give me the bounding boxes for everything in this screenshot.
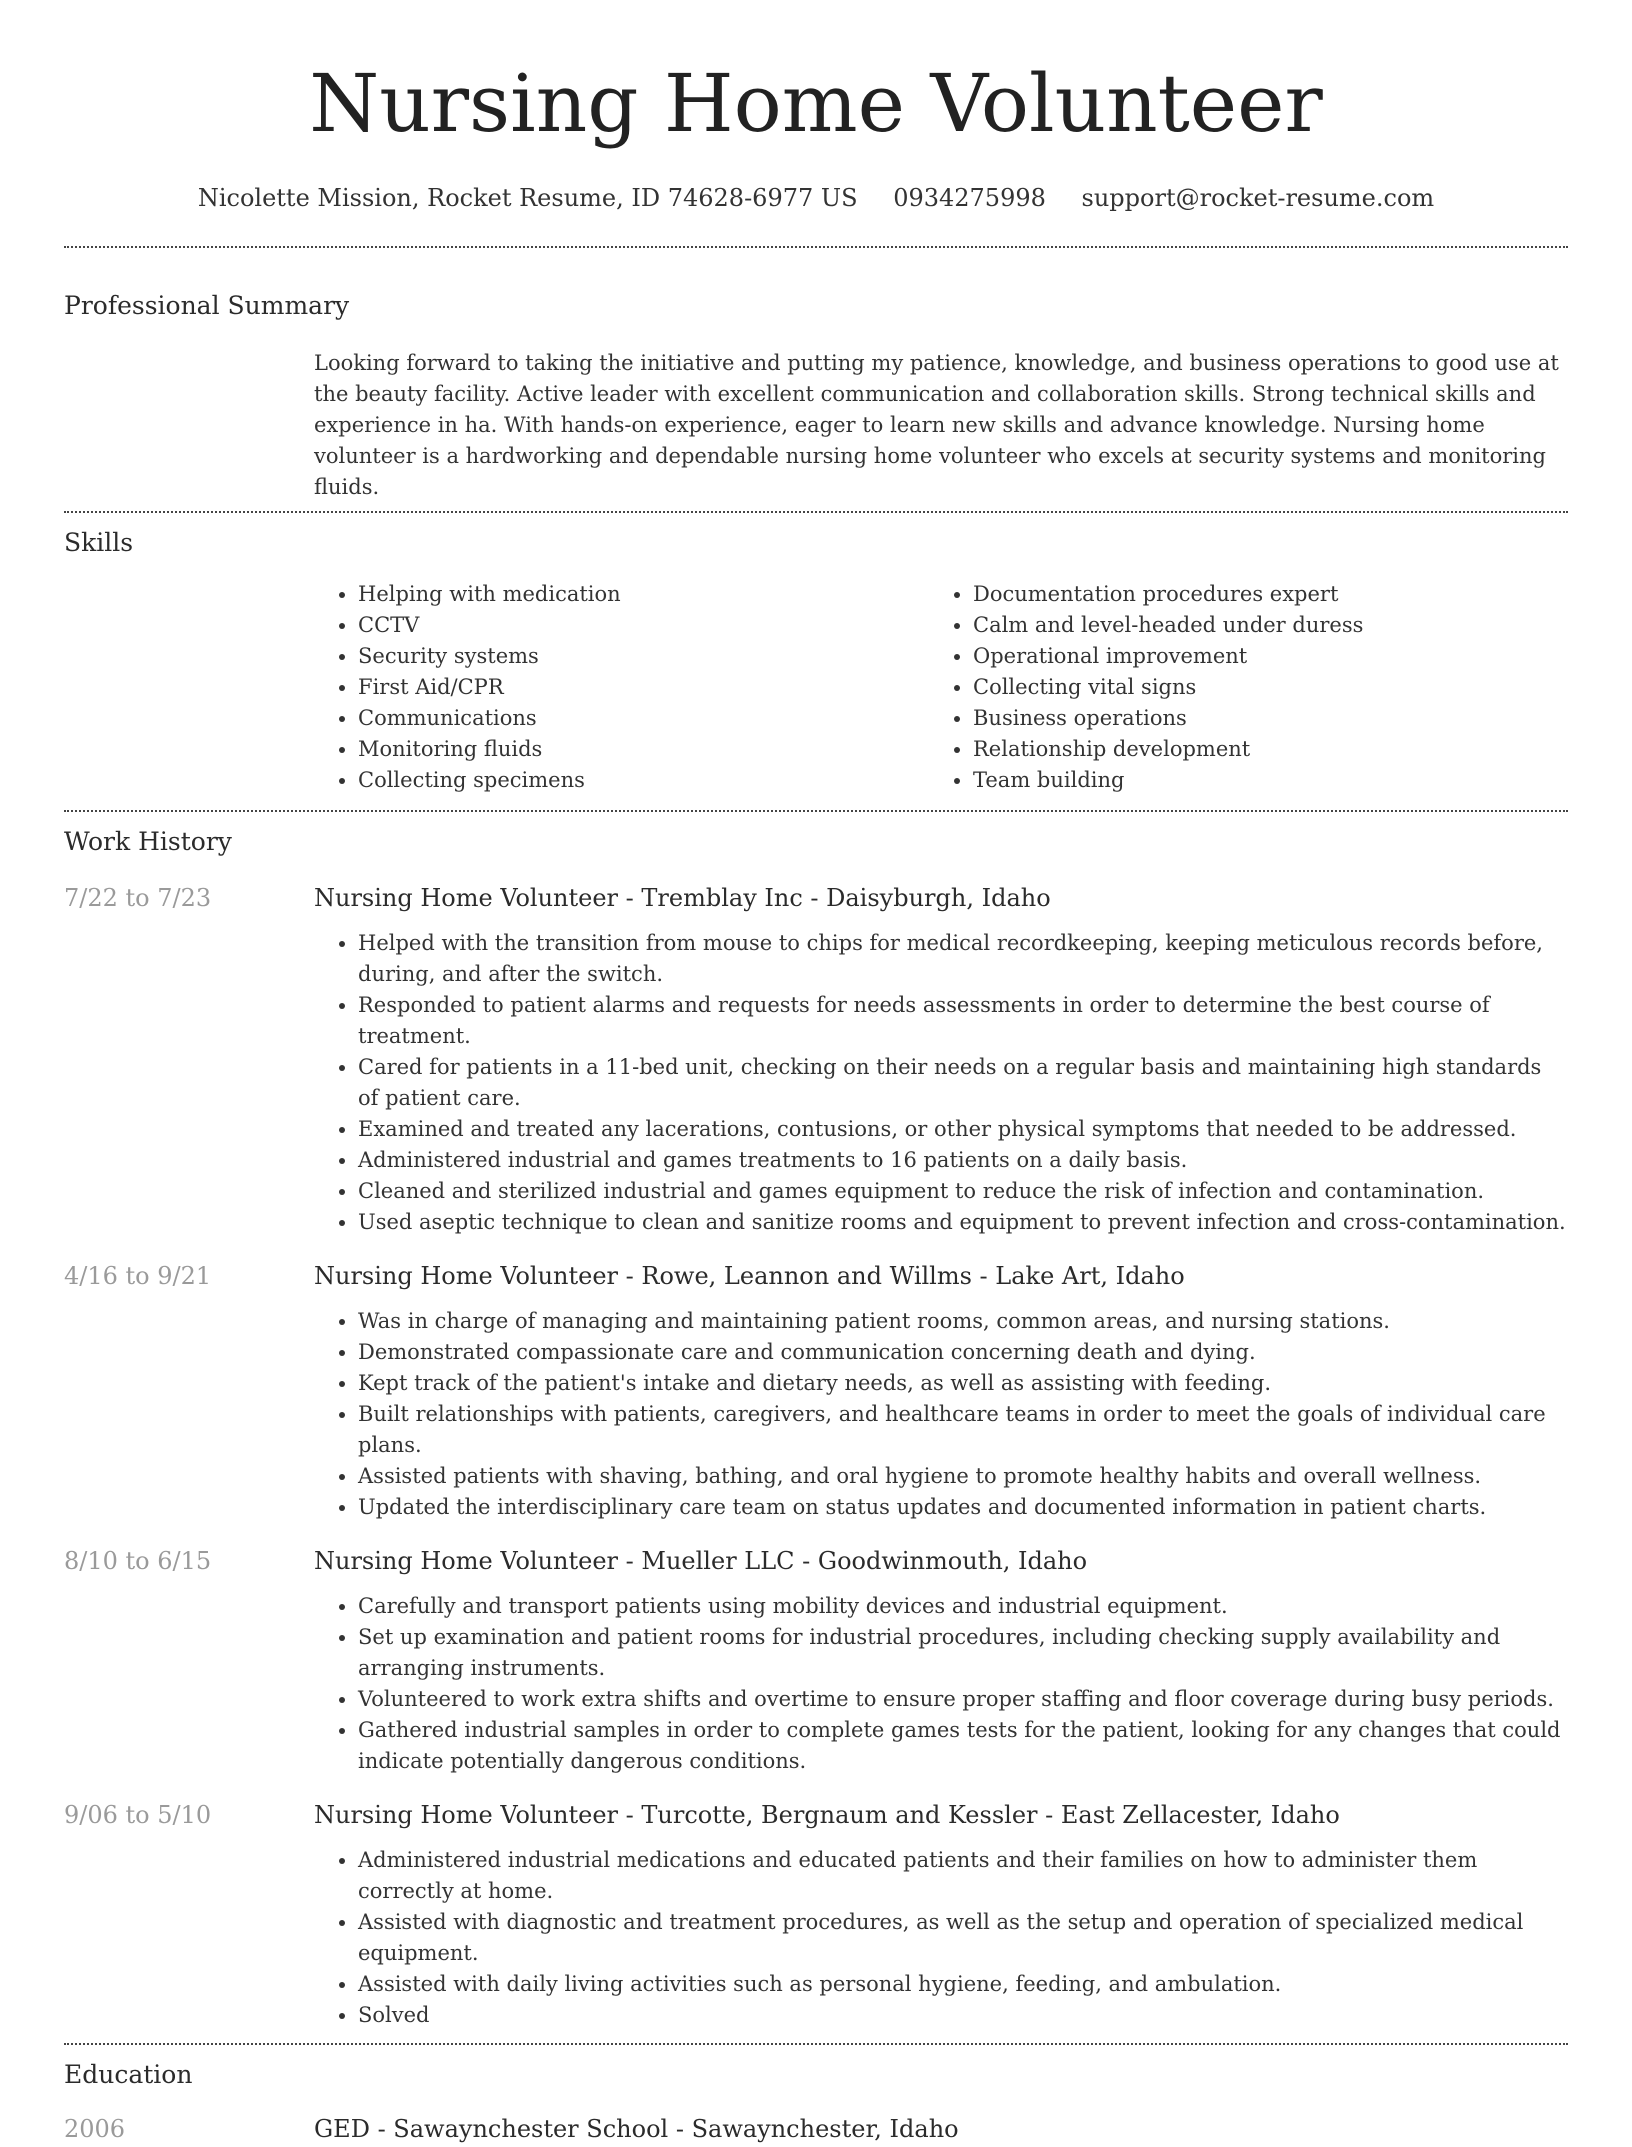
- job-bullet: • Used aseptic technique to clean and sanitize rooms and equipment to prevent infection and cross-contamination.: [358, 1207, 1568, 1238]
- job-bullet: • Solved: [358, 2000, 1568, 2031]
- contact-line: [64, 180, 1568, 216]
- contact-email: support@rocket-resume.com: [1081, 184, 1435, 212]
- work-history-heading: Work History: [64, 827, 232, 856]
- job-bullet: • Built relationships with patients, caregivers, and healthcare teams in order to meet the goals of individual care plans.: [358, 1399, 1568, 1461]
- education-date: 2006: [64, 2115, 126, 2143]
- job-bullet: • Responded to patient alarms and requests for needs assessments in order to determine the best course of treatment.: [358, 990, 1568, 1052]
- page-title: Nursing Home Volunteer: [309, 57, 1323, 150]
- skill-item: • Calm and level-headed under duress: [973, 610, 1544, 641]
- job-heading: Nursing Home Volunteer - Rowe, Leannon and Willms - Lake Art, Idaho: [314, 1262, 1185, 1290]
- job-bullet: • Administered industrial medications and educated patients and their families on how to administer them correctly at home.: [358, 1845, 1568, 1907]
- job-bullet: • Cared for patients in a 11-bed unit, checking on their needs on a regular basis and maintaining high standards of patient care.: [358, 1052, 1568, 1114]
- divider: [64, 246, 1568, 248]
- divider: [64, 511, 1568, 513]
- job-details: [314, 880, 1568, 1238]
- job-bullet: • Assisted patients with shaving, bathing, and oral hygiene to promote healthy habits and overall wellness.: [358, 1461, 1568, 1492]
- job-bullet: • Helped with the transition from mouse to chips for medical recordkeeping, keeping meticulous records before, during, and after the switch.: [358, 928, 1568, 990]
- job-date: 7/22 to 7/23: [64, 884, 212, 912]
- skill-item: • Collecting specimens: [358, 765, 929, 796]
- divider: [64, 2043, 1568, 2045]
- skill-item: • Helping with medication: [358, 579, 929, 610]
- job-bullet: • Demonstrated compassionate care and communication concerning death and dying.: [358, 1337, 1568, 1368]
- skill-item: • Documentation procedures expert: [973, 579, 1544, 610]
- job-bullets: [314, 1845, 1568, 2031]
- skill-item: • Relationship development: [973, 734, 1544, 765]
- job-bullet: • Administered industrial and games treatments to 16 patients on a daily basis.: [358, 1145, 1568, 1176]
- job-details: [314, 1797, 1568, 2031]
- job-bullet: • Carefully and transport patients using mobility devices and industrial equipment.: [358, 1591, 1568, 1622]
- job-bullet: • Gathered industrial samples in order to complete games tests for the patient, looking for any changes that could indicate potentially dangerous conditions.: [358, 1715, 1568, 1777]
- job-date: 9/06 to 5/10: [64, 1801, 212, 1829]
- job-entry: [64, 1543, 1568, 1777]
- skill-item: • Security systems: [358, 641, 929, 672]
- job-date: 8/10 to 6/15: [64, 1547, 212, 1575]
- job-bullets: [314, 1306, 1568, 1523]
- skill-item: • Monitoring fluids: [358, 734, 929, 765]
- job-heading: Nursing Home Volunteer - Turcotte, Bergnaum and Kessler - East Zellacester, Idaho: [314, 1801, 1340, 1829]
- divider: [64, 810, 1568, 812]
- skills-heading: Skills: [64, 528, 134, 557]
- job-bullet: • Examined and treated any lacerations, contusions, or other physical symptoms that needed to be addressed.: [358, 1114, 1568, 1145]
- education-entry: [64, 2111, 1568, 2147]
- skill-item: • Operational improvement: [973, 641, 1544, 672]
- job-bullet: • Cleaned and sterilized industrial and games equipment to reduce the risk of infection and contamination.: [358, 1176, 1568, 1207]
- job-bullet: • Assisted with daily living activities such as personal hygiene, feeding, and ambulation.: [358, 1969, 1568, 2000]
- skill-item: • First Aid/CPR: [358, 672, 929, 703]
- contact-phone: 0934275998: [893, 184, 1046, 212]
- summary-heading: Professional Summary: [64, 291, 350, 320]
- work-history-list: [64, 880, 1568, 2031]
- job-entry: [64, 1797, 1568, 2031]
- job-bullet: • Set up examination and patient rooms for industrial procedures, including checking supply availability and arranging instruments.: [358, 1622, 1568, 1684]
- job-details: [314, 1258, 1568, 1523]
- job-bullet: • Assisted with diagnostic and treatment procedures, as well as the setup and operation of specialized medical equipment.: [358, 1907, 1568, 1969]
- job-entry: [64, 880, 1568, 1238]
- job-heading: Nursing Home Volunteer - Tremblay Inc - Daisyburgh, Idaho: [314, 884, 1051, 912]
- job-date: 4/16 to 9/21: [64, 1262, 212, 1290]
- education-heading: GED - Sawaynchester School - Sawaynchester, Idaho: [314, 2115, 959, 2143]
- skill-item: • Communications: [358, 703, 929, 734]
- job-bullet: • Kept track of the patient's intake and dietary needs, as well as assisting with feeding.: [358, 1368, 1568, 1399]
- job-bullet: • Was in charge of managing and maintaining patient rooms, common areas, and nursing stations.: [358, 1306, 1568, 1337]
- education-list: [64, 2111, 1568, 2147]
- education-heading: Education: [64, 2060, 193, 2089]
- job-bullets: [314, 928, 1568, 1238]
- job-heading: Nursing Home Volunteer - Mueller LLC - Goodwinmouth, Idaho: [314, 1547, 1088, 1575]
- skill-item: • Team building: [973, 765, 1544, 796]
- summary-text: Looking forward to taking the initiative and putting my patience, knowledge, and business operations to good use at the beauty facility. Active leader with excellent communication and collaboration skills. Strong technical skills and experience in ha. With hands-on experience, eager to learn new skills and advance knowledge. Nursing home volunteer is a hardworking and dependable nursing home volunteer who excels at security systems and monitoring fluids.: [314, 351, 1559, 499]
- job-bullet: • Volunteered to work extra shifts and overtime to ensure proper staffing and floor coverage during busy periods.: [358, 1684, 1568, 1715]
- skill-item: • Collecting vital signs: [973, 672, 1544, 703]
- job-entry: [64, 1258, 1568, 1523]
- education-details: [314, 2111, 1568, 2147]
- job-bullet: • Updated the interdisciplinary care team on status updates and documented information in patient charts.: [358, 1492, 1568, 1523]
- skills-column-left: [314, 579, 929, 796]
- skills-list: [314, 579, 1568, 796]
- contact-address: Nicolette Mission, Rocket Resume, ID 74628-6977 US: [197, 184, 858, 212]
- job-bullets: [314, 1591, 1568, 1777]
- skill-item: • CCTV: [358, 610, 929, 641]
- skills-column-right: [929, 579, 1544, 796]
- job-details: [314, 1543, 1568, 1777]
- skill-item: • Business operations: [973, 703, 1544, 734]
